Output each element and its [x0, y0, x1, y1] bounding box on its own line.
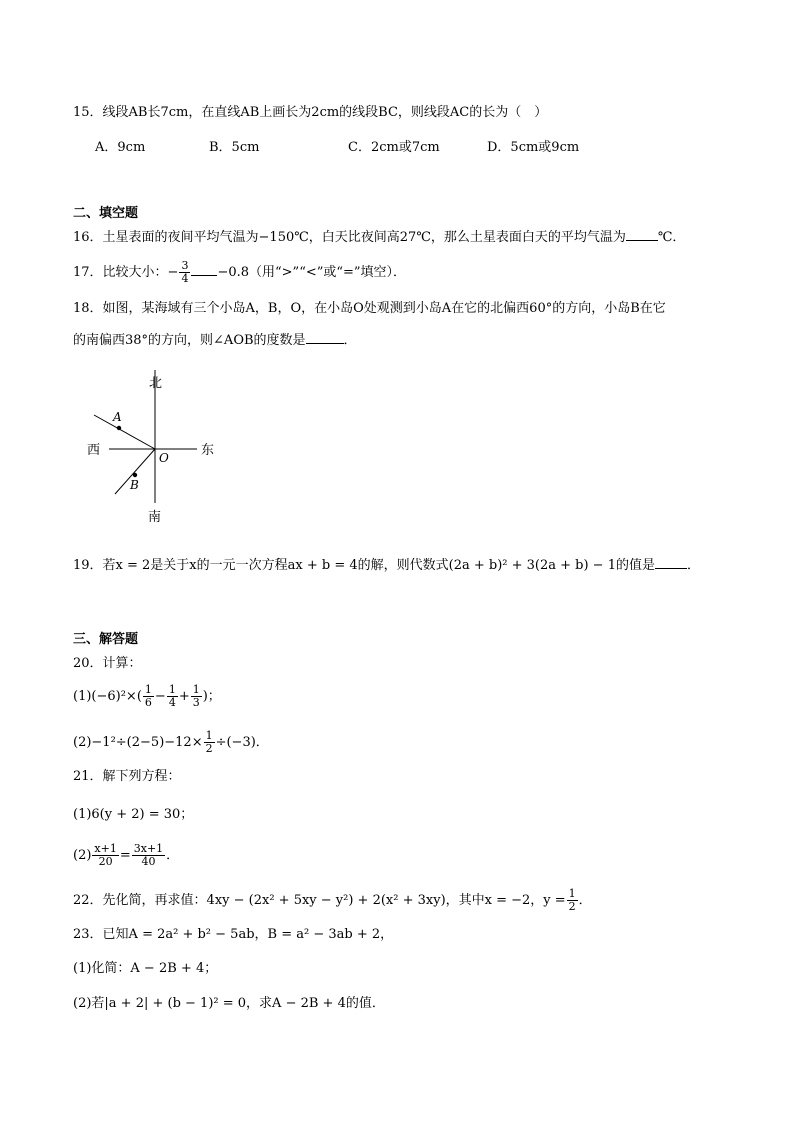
fraction-numerator: 3: [181, 259, 189, 272]
fraction-numerator: x+1: [94, 842, 117, 855]
fraction-denominator: 2: [568, 900, 576, 913]
fraction: [167, 684, 178, 709]
answer-blank: [626, 228, 658, 241]
question-23-part-1: (1)化简：A − 2B + 4；: [73, 961, 218, 976]
part-2-prefix: (2)−1²÷(2−5)−12×: [73, 735, 203, 750]
question-15-stem: 15．线段AB长7cm，在直线AB上画长为2cm的线段BC，则线段AC的长为（ ）: [73, 105, 548, 120]
fraction-numerator: 1: [144, 683, 152, 696]
question-19-period: ．: [686, 558, 700, 573]
fraction: [204, 730, 215, 755]
question-20-part-2: [73, 730, 269, 755]
point-a-label: A: [113, 410, 122, 424]
equals-sign: =: [119, 848, 131, 863]
question-19-text: 19．若x = 2是关于x的一元一次方程ax + b = 4的解，则代数式(2a + b)² + 3(2a + b) − 1的值是: [73, 558, 655, 573]
fraction: [143, 684, 154, 709]
fraction-denominator: 6: [144, 696, 152, 709]
question-16-unit: ℃．: [657, 230, 686, 245]
section-fill-in-heading: 二、填空题: [73, 206, 139, 221]
fraction: [92, 843, 118, 868]
question-22: [73, 888, 592, 913]
question-23-title: 23．已知A = 2a² + b² − 5ab，B = a² − 3ab + 2，: [73, 927, 394, 942]
point-o-label: O: [159, 451, 169, 465]
west-label: 西: [87, 443, 101, 458]
question-18-period: ．: [343, 333, 357, 348]
fraction-numerator: 3x+1: [133, 842, 164, 855]
east-label: 东: [201, 443, 215, 458]
question-21-title: 21．解下列方程：: [73, 769, 181, 784]
fraction-denominator: 40: [141, 855, 156, 868]
question-20-title: 20．计算：: [73, 656, 142, 671]
question-22-text: 22．先化简，再求值：4xy − (2x² + 5xy − y²) + 2(x² + 3xy)，其中x = −2，y =: [73, 893, 566, 908]
question-18-line-1: 18．如图，某海域有三个小岛A，B，O，在小岛O处观测到小岛A在它的北偏西60°的方向，小岛B在它: [73, 301, 666, 316]
part-2-prefix: (2): [73, 848, 92, 863]
fraction: [191, 684, 202, 709]
ray-oa: [94, 415, 155, 449]
north-label: 北: [149, 376, 163, 391]
part-2-suffix: ．: [166, 848, 180, 863]
fraction-denominator: 4: [168, 696, 176, 709]
part-1-prefix: (1)(−6)²×(: [73, 689, 142, 704]
question-18-line-2: [73, 331, 357, 350]
operator: +: [178, 689, 190, 704]
fraction-numerator: 1: [205, 729, 213, 742]
question-18-line-2-text: 的南偏西38°的方向，则∠AOB的度数是: [73, 333, 306, 348]
question-15-option-b: B．5cm: [209, 140, 260, 155]
question-17: [73, 260, 406, 285]
fraction-denominator: 4: [181, 272, 189, 285]
part-2-suffix: ÷(−3)．: [215, 735, 269, 750]
answer-blank: [306, 331, 344, 344]
fraction: [567, 888, 578, 913]
part-1-suffix: )；: [202, 689, 221, 704]
question-17-suffix: −0.8（用“>”“<”或“=”填空）．: [217, 265, 407, 280]
fraction-numerator: 1: [168, 683, 176, 696]
point-a-dot: [117, 426, 121, 430]
south-label: 南: [148, 510, 162, 525]
question-21-part-2: [73, 843, 179, 868]
question-17-prefix: 17．比较大小：−: [73, 265, 179, 280]
question-20-part-1: [73, 684, 221, 709]
fraction-denominator: 2: [205, 742, 213, 755]
point-b-label: B: [130, 478, 139, 492]
question-19: [73, 556, 700, 575]
fraction-numerator: 1: [568, 887, 576, 900]
fraction: [132, 843, 165, 868]
question-16: [73, 228, 685, 247]
fraction-denominator: 3: [192, 696, 200, 709]
question-15-option-a: A．9cm: [95, 140, 146, 155]
fraction-three-quarters: [179, 260, 190, 285]
section-solve-heading: 三、解答题: [73, 632, 139, 647]
question-22-period: ．: [578, 893, 592, 908]
question-16-text: 16．土星表面的夜间平均气温为−150℃，白天比夜间高27℃，那么土星表面白天的平均气温为: [73, 230, 626, 245]
question-21-part-1: (1)6(y + 2) = 30；: [73, 807, 194, 822]
operator: −: [154, 689, 166, 704]
fraction-denominator: 20: [98, 855, 113, 868]
question-15-option-c: C．2cm或7cm: [348, 140, 440, 155]
point-b-dot: [133, 473, 137, 477]
answer-blank: [191, 263, 217, 276]
fraction-numerator: 1: [192, 683, 200, 696]
island-compass-figure: [80, 370, 230, 530]
question-23-part-2: (2)若|a + 2| + (b − 1)² = 0，求A − 2B + 4的值．: [73, 996, 385, 1011]
answer-blank: [655, 556, 687, 569]
question-15-option-d: D．5cm或9cm: [487, 140, 580, 155]
